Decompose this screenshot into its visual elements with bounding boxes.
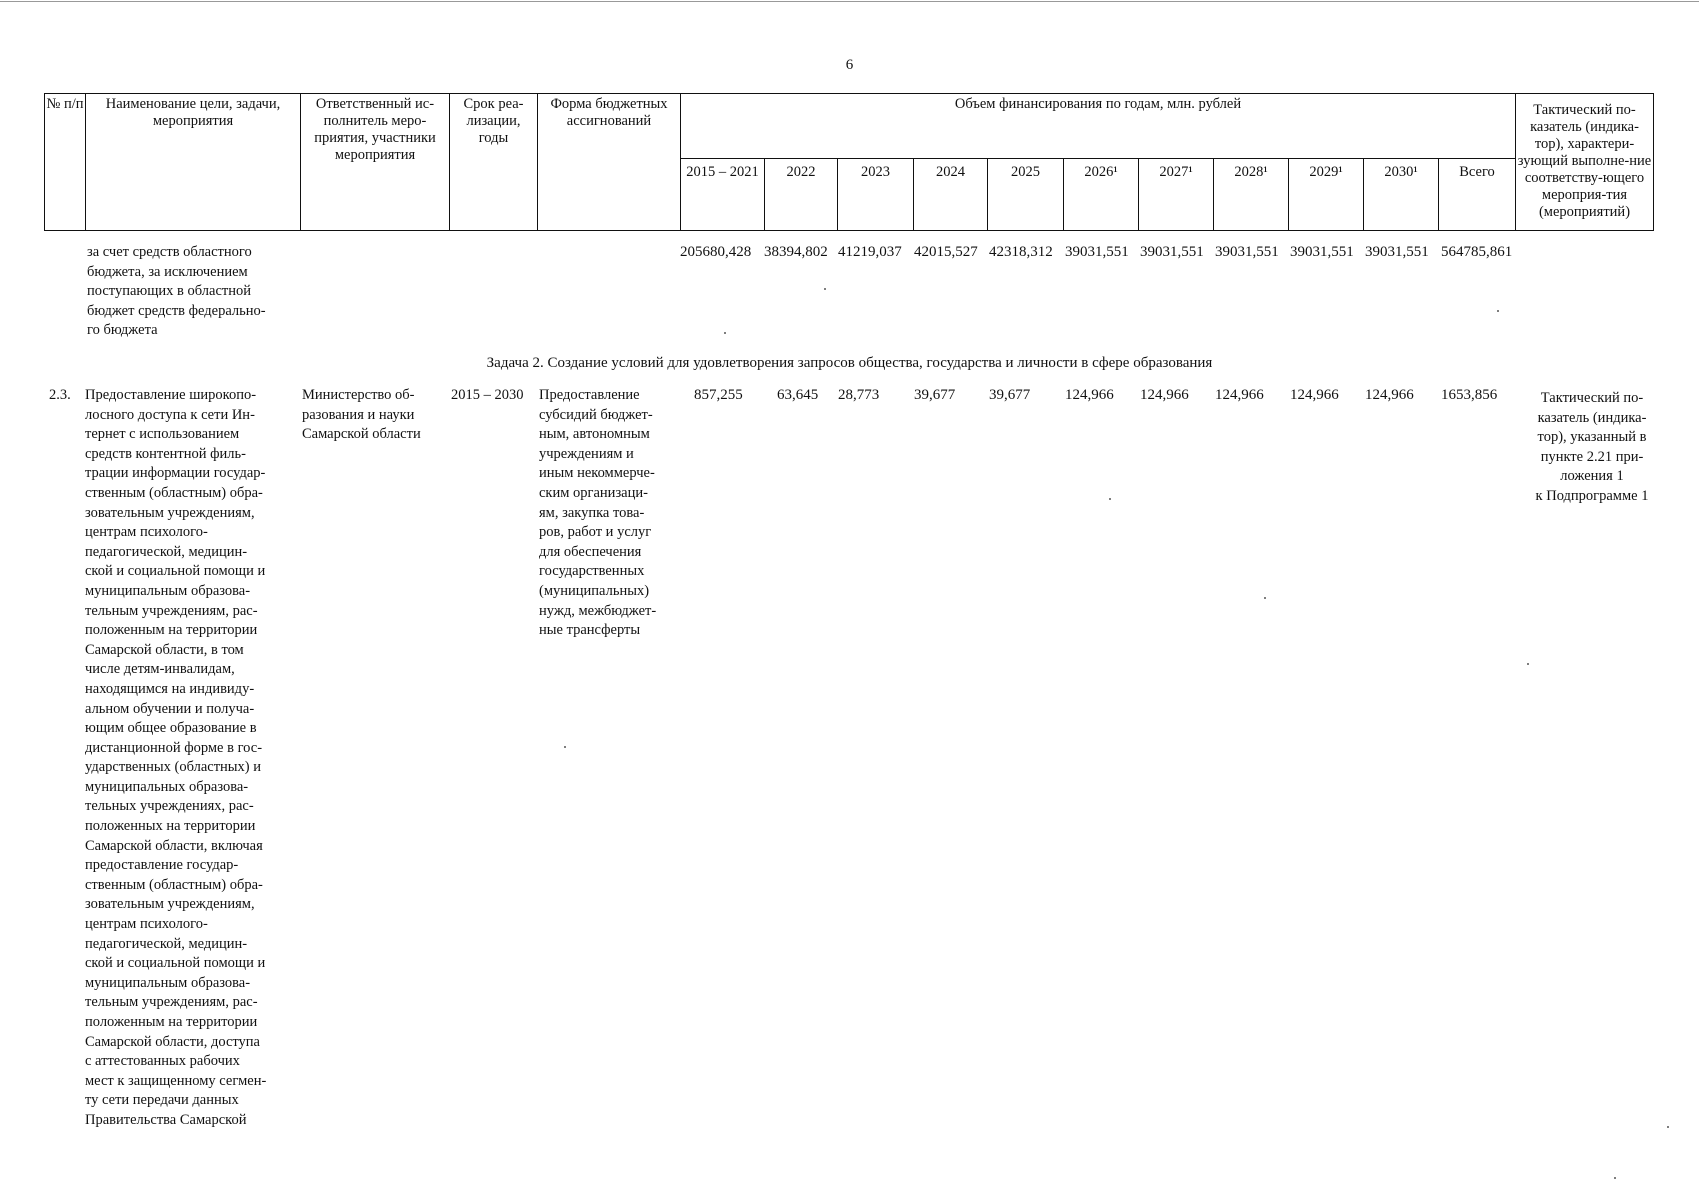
text-line: субсидий бюджет- [539,406,653,423]
row-2-3-term: 2015 – 2030 [451,387,524,403]
text-line: ским организаци- [539,484,648,501]
header-year-total: Всего [1439,159,1516,231]
header-year: 2022 [765,159,838,231]
value-cell: 39031,551 [1065,244,1129,260]
text-line: Правительства Самарской [85,1111,247,1128]
text-line: бюджет средств федерально- [87,302,266,319]
task-title: Задача 2. Создание условий для удовлетворения запросов общества, государства и личности в сфере образования [486,355,1213,371]
header-col-indicator: Тактический по-казатель (индика-тор), характери-зующий выполне-ние соответству-ющего мероприя-тия (мероприятий) [1516,94,1654,231]
row-regional-name [87,243,302,341]
value-cell: 28,773 [838,387,880,403]
scan-speck [1264,597,1266,599]
row-2-3-values [680,387,1520,409]
header-col-term: Срок реа-лизации, годы [450,94,538,231]
text-line: муниципальным образова- [85,582,251,599]
row-2-3-form [539,386,679,641]
text-line: иным некоммерче- [539,465,655,482]
value-cell: 124,966 [1365,387,1414,403]
text-line: муниципальным образова- [85,974,251,991]
text-line: государственных [539,563,645,580]
text-line: ской и социальной помощи и [85,563,266,580]
value-cell-total: 564785,861 [1441,244,1513,260]
value-cell: 39,677 [989,387,1031,403]
text-line: муниципальных образова- [85,778,249,795]
text-line: ров, работ и услуг [539,524,652,541]
text-line: предоставление государ- [85,857,239,874]
scan-speck [564,746,566,748]
text-line: ской и социальной помощи и [85,955,266,972]
header-year: 2028¹ [1214,159,1289,231]
table-header [44,93,1654,231]
text-line: ным, автономным [539,426,650,443]
text-line: находящимся на индивиду- [85,680,255,697]
value-cell: 41219,037 [838,244,902,260]
text-line: Тактический по- [1540,390,1644,406]
text-line: ложения 1 [1560,468,1624,485]
scan-speck [1667,1126,1669,1128]
text-line: дистанционной форме в гос- [85,739,263,756]
text-line: ту сети передачи данных [85,1092,239,1109]
page-number: 6 [845,57,854,73]
text-line: за счет средств областного [87,244,252,260]
header-year: 2024 [914,159,988,231]
value-cell: 38394,802 [764,244,828,260]
value-cell: 39031,551 [1290,244,1354,260]
value-cell: 124,966 [1065,387,1114,403]
text-line: зовательным учреждениям, [85,896,255,913]
row-2-3-executor [302,386,450,445]
text-line: тернет с использованием [85,426,240,443]
text-line: Самарской области, в том [85,641,244,658]
text-line: Предоставление широкопо- [85,387,257,403]
text-line: Самарской области, включая [85,837,263,854]
scan-speck [1109,498,1111,500]
value-cell: 39031,551 [1215,244,1279,260]
text-line: Предоставление [539,387,640,403]
header-col-executor: Ответственный ис-полнитель меро-приятия, участники мероприятия [301,94,450,231]
text-line: тельных учреждениях, рас- [85,798,254,815]
text-line: го бюджета [87,322,158,339]
header-col-funding: Объем финансирования по годам, млн. рублей [681,94,1516,159]
header-col-name: Наименование цели, задачи, мероприятия [86,94,301,231]
scan-speck [724,332,726,334]
header-year: 2029¹ [1289,159,1364,231]
text-line: средств контентной филь- [85,445,246,462]
text-line: мест к защищенному сегмен- [85,1072,267,1089]
text-line: ударственных (областных) и [85,759,262,776]
value-cell: 42318,312 [989,244,1053,260]
text-line: Министерство об- [302,387,415,403]
scan-speck [1614,1177,1616,1179]
text-line: зовательным учреждениям, [85,504,255,521]
text-line: тельным учреждениям, рас- [85,994,258,1011]
header-year: 2027¹ [1139,159,1214,231]
text-line: бюджета, за исключением [87,263,248,280]
text-line: (муниципальных) [539,582,650,599]
text-line: трации информации государ- [85,465,266,482]
scan-speck [1527,663,1529,665]
text-line: разования и науки [302,406,415,423]
header-year: 2025 [988,159,1064,231]
value-cell: 124,966 [1215,387,1264,403]
value-cell-total: 1653,856 [1441,387,1498,403]
text-line: Самарской области [302,426,421,443]
header-year: 2030¹ [1364,159,1439,231]
text-line: ственным (областным) обра- [85,876,263,893]
text-line: ственным (областным) обра- [85,484,263,501]
header-year: 2023 [838,159,914,231]
text-line: пункте 2.21 при- [1540,448,1644,465]
value-cell: 42015,527 [914,244,978,260]
header-col-form: Форма бюджетных ассигнований [538,94,681,231]
text-line: казатель (индика- [1537,409,1647,426]
text-line: альном обучении и получа- [85,700,255,717]
text-line: Самарской области, доступа [85,1033,260,1050]
value-cell: 63,645 [777,387,819,403]
text-line: педагогической, медицин- [85,935,248,952]
scan-top-border [0,1,1699,2]
text-line: центрам психолого- [85,524,208,541]
text-line: к Подпрограмме 1 [1535,487,1649,504]
row-regional-values [680,244,1520,266]
value-cell: 39031,551 [1365,244,1429,260]
value-cell: 124,966 [1290,387,1339,403]
row-2-3-indicator [1524,389,1660,507]
text-line: тельным учреждениям, рас- [85,602,258,619]
text-line: ные трансферты [539,622,641,639]
text-line: учреждениям и [539,445,634,462]
text-line: нужд, межбюджет- [539,602,657,619]
value-cell: 39031,551 [1140,244,1204,260]
text-line: центрам психолого- [85,916,208,933]
value-cell: 205680,428 [680,244,752,260]
text-line: положенных на территории [85,818,256,835]
value-cell: 39,677 [914,387,956,403]
scan-speck [824,288,826,290]
text-line: числе детям-инвалидам, [85,661,235,678]
row-2-3-name [85,386,300,1131]
scan-speck [1497,310,1499,312]
header-col-number: № п/п [45,94,86,231]
row-2-3-number: 2.3. [49,387,71,403]
text-line: ющим общее образование в [85,720,257,737]
text-line: с аттестованных рабочих [85,1053,240,1070]
text-line: для обеспечения [539,543,642,560]
text-line: положенным на территории [85,622,258,639]
header-year: 2015 – 2021 [681,159,765,231]
text-line: поступающих в областной [87,283,251,300]
text-line: положенным на территории [85,1014,258,1030]
header-year: 2026¹ [1064,159,1139,231]
value-cell: 857,255 [694,387,743,403]
text-line: лосного доступа к сети Ин- [85,406,255,423]
text-line: ям, закупка това- [539,504,645,521]
text-line: тор), указанный в [1537,429,1647,446]
value-cell: 124,966 [1140,387,1189,403]
text-line: педагогической, медицин- [85,543,248,560]
